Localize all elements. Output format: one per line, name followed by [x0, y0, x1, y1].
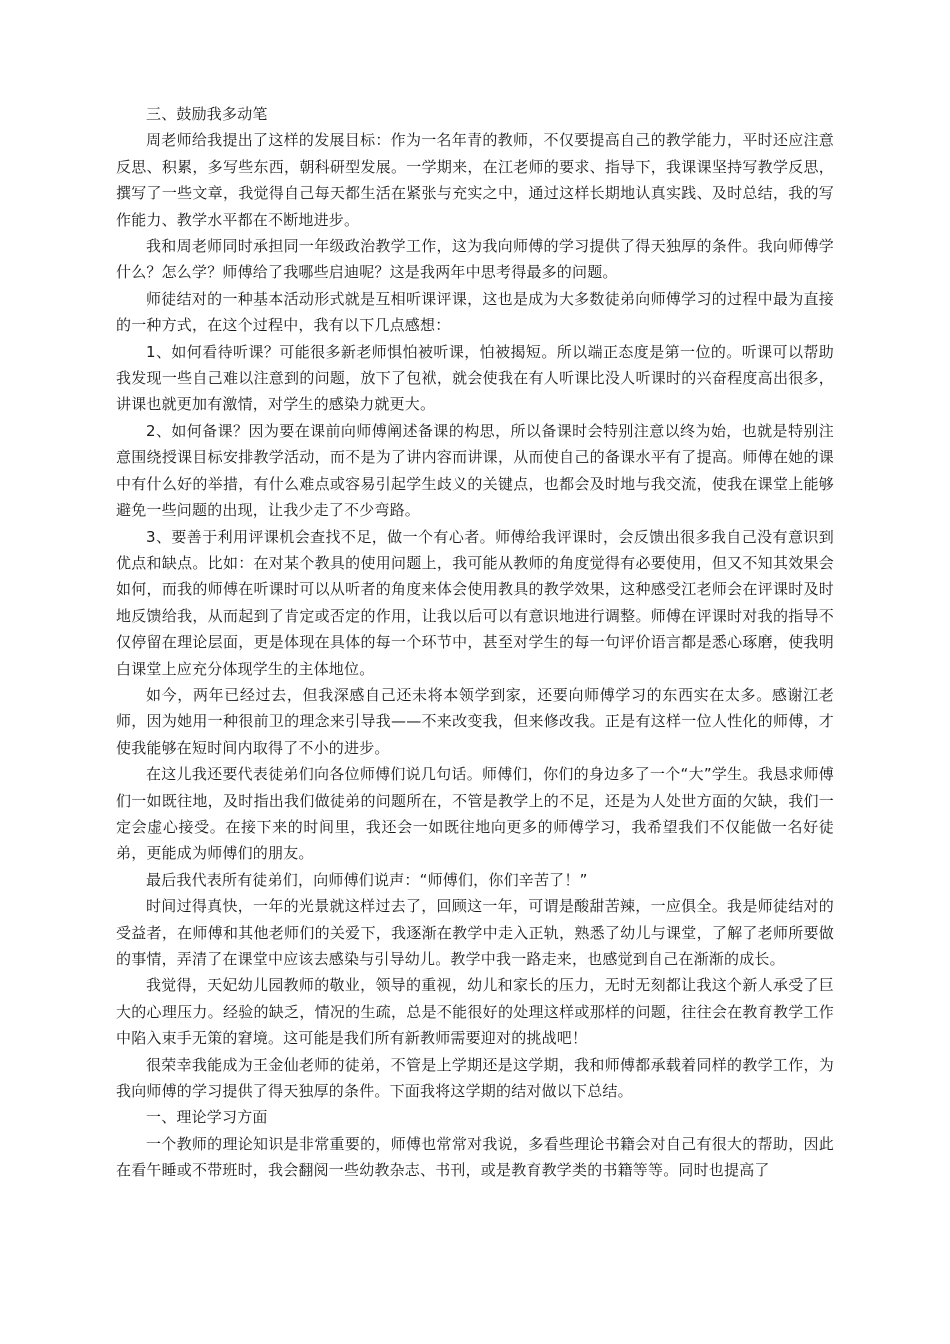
paragraph: 3、要善于利用评课机会查找不足，做一个有心者。师傅给我评课时，会反馈出很多我自己没有意识到优点和缺点。比如：在对某个教具的使用问题上，我可能从教师的角度觉得有必要使用，但又不知其效果会如何，而我的师傅在听课时可以从听者的角度来体会使用教具的教学效果，这种感受江老师会在评课时及时地反馈给我，从而起到了肯定或否定的作用，让我以后可以有意识地进行调整。师傅在评课时对我的指导不仅停留在理论层面，更是体现在具体的每一个环节中，甚至对学生的每一句评价语言都是悉心琢磨，使我明白课堂上应充分体现学生的主体地位。 [116, 527, 834, 678]
paragraph: 周老师给我提出了这样的发展目标：作为一名年青的教师，不仅要提高自己的教学能力，平时还应注意反思、积累，多写些东西，朝科研型发展。一学期来，在江老师的要求、指导下，我课课坚持写教学反思，撰写了一些文章，我觉得自己每天都生活在紧张与充实之中，通过这样长期地认真实践、及时总结，我的写作能力、教学水平都在不断地进步。 [116, 131, 834, 229]
paragraph: 我和周老师同时承担同一年级政治教学工作，这为我向师傅的学习提供了得天独厚的条件。我向师傅学什么？怎么学？师傅给了我哪些启迪呢？这是我两年中思考得最多的问题。 [116, 237, 834, 282]
document-body [116, 101, 834, 1184]
paragraph: 在这儿我还要代表徒弟们向各位师傅们说几句话。师傅们，你们的身边多了一个“大”学生。我恳求师傅们一如既往地，及时指出我们做徒弟的问题所在，不管是教学上的不足，还是为人处世方面的欠缺，我们一定会虚心接受。在接下来的时间里，我还会一如既往地向更多的师傅学习，我希望我们不仅能做一名好徒弟，更能成为师傅们的朋友。 [116, 765, 834, 863]
paragraph: 时间过得真快，一年的光景就这样过去了，回顾这一年，可谓是酸甜苦辣，一应俱全。我是师徒结对的受益者，在师傅和其他老师们的关爱下，我逐渐在教学中走入正轨，熟悉了幼儿与课堂，了解了老师所要做的事情，弄清了在课堂中应该去感染与引导幼儿。教学中我一路走来，也感觉到自己在渐渐的成长。 [116, 897, 834, 968]
paragraph: 最后我代表所有徒弟们，向师傅们说声：“师傅们，你们辛苦了！” [146, 870, 588, 889]
paragraph: 如今，两年已经过去，但我深感自己还未将本领学到家，还要向师傅学习的东西实在太多。感谢江老师，因为她用一种很前卫的理念来引导我——不来改变我，但来修改我。正是有这样一位人性化的师傅，才使我能够在短时间内取得了不小的进步。 [116, 685, 834, 757]
section-heading: 一、理论学习方面 [146, 1108, 268, 1127]
paragraph: 2、如何备课？因为要在课前向师傅阐述备课的构思，所以备课时会特别注意以终为始，也就是特别注意围绕授课目标安排教学活动，而不是为了讲内容而讲课，从而使自己的备课水平有了提高。师傅在她的课中有什么好的举措，有什么难点或容易引起学生歧义的关键点，也都会及时地与我交流，使我在课堂上能够避免一些问题的出现，让我少走了不少弯路。 [116, 421, 834, 520]
paragraph: 我觉得，天妃幼儿园教师的敬业，领导的重视，幼儿和家长的压力，无时无刻都让我这个新人承受了巨大的心理压力。经验的缺乏，情况的生疏，总是不能很好的处理这样或那样的问题，往往会在教育教学工作中陷入束手无策的窘境。这可能是我们所有新教师需要迎对的挑战吧！ [116, 976, 834, 1048]
section-heading: 三、鼓励我多动笔 [146, 105, 268, 123]
paragraph: 一个教师的理论知识是非常重要的，师傅也常常对我说，多看些理论书籍会对自己有很大的帮助，因此在看午睡或不带班时，我会翻阅一些幼教杂志、书刊，或是教育教学类的书籍等等。同时也提高了 [116, 1134, 834, 1180]
paragraph: 1、如何看待听课？可能很多新老师惧怕被听课，怕被揭短。所以端正态度是第一位的。听课可以帮助我发现一些自己难以注意到的问题，放下了包袱，就会使我在有人听课比没人听课时的兴奋程度高出很多，讲课也就更加有激情，对学生的感染力就更大。 [116, 342, 834, 414]
paragraph: 很荣幸我能成为王金仙老师的徒弟，不管是上学期还是这学期，我和师傅都承载着同样的教学工作，为我向师傅的学习提供了得天独厚的条件。下面我将这学期的结对做以下总结。 [116, 1055, 834, 1101]
paragraph: 师徒结对的一种基本活动形式就是互相听课评课，这也是成为大多数徒弟向师傅学习的过程中最为直接的一种方式，在这个过程中，我有以下几点感想： [116, 289, 834, 335]
